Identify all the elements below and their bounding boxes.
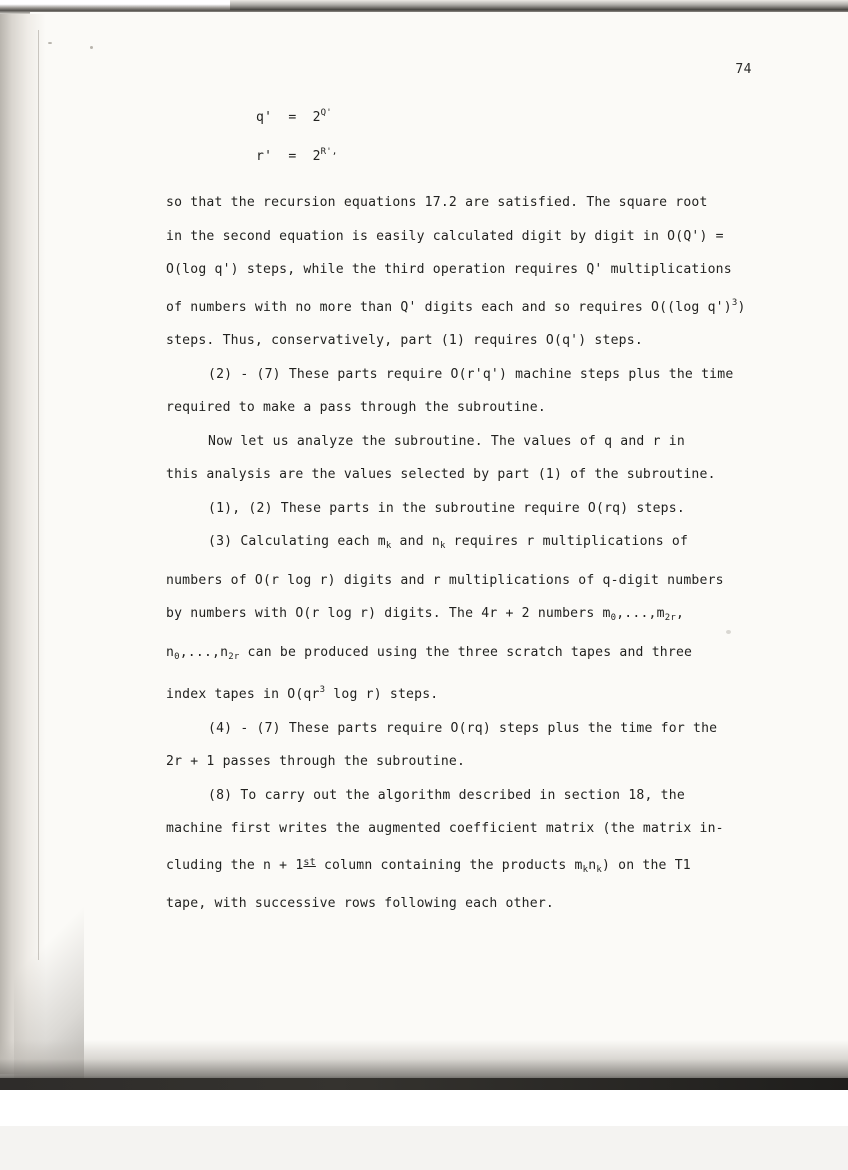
line: so that the recursion equations 17.2 are satisfied. The square root <box>166 195 708 210</box>
paragraph-3 <box>166 425 778 492</box>
subscript-2r: 2r <box>228 651 240 662</box>
equation-r-prime: $r' = 2^{R',}$ <box>256 147 338 164</box>
line-text: (8) To carry out the algorithm described in section 18, the <box>208 787 685 803</box>
subscript-k: k <box>582 864 589 875</box>
line-text: (4) - (7) These parts require O(rq) steps plus the time for the <box>208 720 718 736</box>
line <box>166 492 778 526</box>
paragraph-1 <box>166 186 778 358</box>
line-with-ordinal: cluding the n + 1st column containing the products $m_kn_k$) on the T1 <box>166 856 691 875</box>
line-with-superscript: of numbers with no more than Q' digits each and so requires O((log q')$^3$) <box>166 297 746 315</box>
line-text: Now let us analyze the subroutine. The values of q and r in <box>208 433 685 449</box>
subscript-k: k <box>439 541 446 551</box>
line: required to make a pass through the subroutine. <box>166 400 546 415</box>
page-number: 74 <box>735 62 752 77</box>
line <box>166 425 778 459</box>
page-bottom-bar <box>0 1078 848 1090</box>
line-text: (1), (2) These parts in the subroutine require O(rq) steps. <box>208 500 685 516</box>
line: in the second equation is easily calculated digit by digit in O(Q') = <box>166 228 724 244</box>
line <box>166 712 778 746</box>
line: tape, with successive rows following each other. <box>166 896 554 911</box>
cube-exponent: 3 <box>731 297 738 308</box>
equation-r-exponent: R', <box>320 147 338 157</box>
line <box>166 779 778 813</box>
page-bottom-shadow <box>0 1040 848 1082</box>
dust-speck <box>90 46 93 49</box>
line: numbers of O(r log r) digits and r multiplications of q-digit numbers <box>166 572 724 588</box>
page-body <box>166 96 778 921</box>
line: O(log q') steps, while the third operation requires Q' multiplications <box>166 262 732 277</box>
equation-q-exponent: Q' <box>320 108 332 118</box>
paragraph-2 <box>166 358 778 425</box>
subscript-2r: 2r <box>664 613 676 623</box>
line-with-subscripts: by numbers with O(r log r) digits. The 4r + 2 numbers $m_0,...,m_{2r}$, <box>166 606 685 623</box>
paragraph-7 <box>166 779 778 921</box>
line: machine first writes the augmented coefficient matrix (the matrix in- <box>166 821 724 836</box>
dust-speck <box>48 42 52 44</box>
paragraph-6 <box>166 712 778 779</box>
line-text: (2) - (7) These parts require O(r'q') machine steps plus the time <box>208 366 734 382</box>
equation-q-prime: $q' = 2^{Q'}$ <box>256 108 332 125</box>
line: steps. Thus, conservatively, part (1) requires O(q') steps. <box>166 333 643 348</box>
scanner-top-edge-dark <box>230 0 848 10</box>
paragraph-5 <box>166 525 778 712</box>
line-with-exponent: index tapes in $O(qr^3$ log r) steps. <box>166 685 439 702</box>
line-with-subscripts: (3) Calculating each $m_k$ and $n_k$ requires r multiplications of <box>208 534 689 551</box>
line-with-subscripts: $n_0,...,n_{2r}$ can be produced using the three scratch tapes and three <box>166 644 693 662</box>
scanner-bed-area-lower <box>0 1126 848 1170</box>
line <box>166 358 778 392</box>
cube-exponent: 3 <box>319 685 326 695</box>
subscript-k: k <box>596 864 602 875</box>
line: 2r + 1 passes through the subroutine. <box>166 754 466 769</box>
line-text: of numbers with no more than Q' digits each and so requires O((log q') <box>166 299 732 315</box>
spine-edge-line <box>38 30 39 960</box>
line: this analysis are the values selected by part (1) of the subroutine. <box>166 467 716 482</box>
ordinal-suffix: st <box>303 856 316 868</box>
subscript-zero: 0 <box>610 613 617 623</box>
subscript-zero: 0 <box>174 651 180 662</box>
subscript-k: k <box>385 541 392 551</box>
paragraph-4 <box>166 492 778 526</box>
